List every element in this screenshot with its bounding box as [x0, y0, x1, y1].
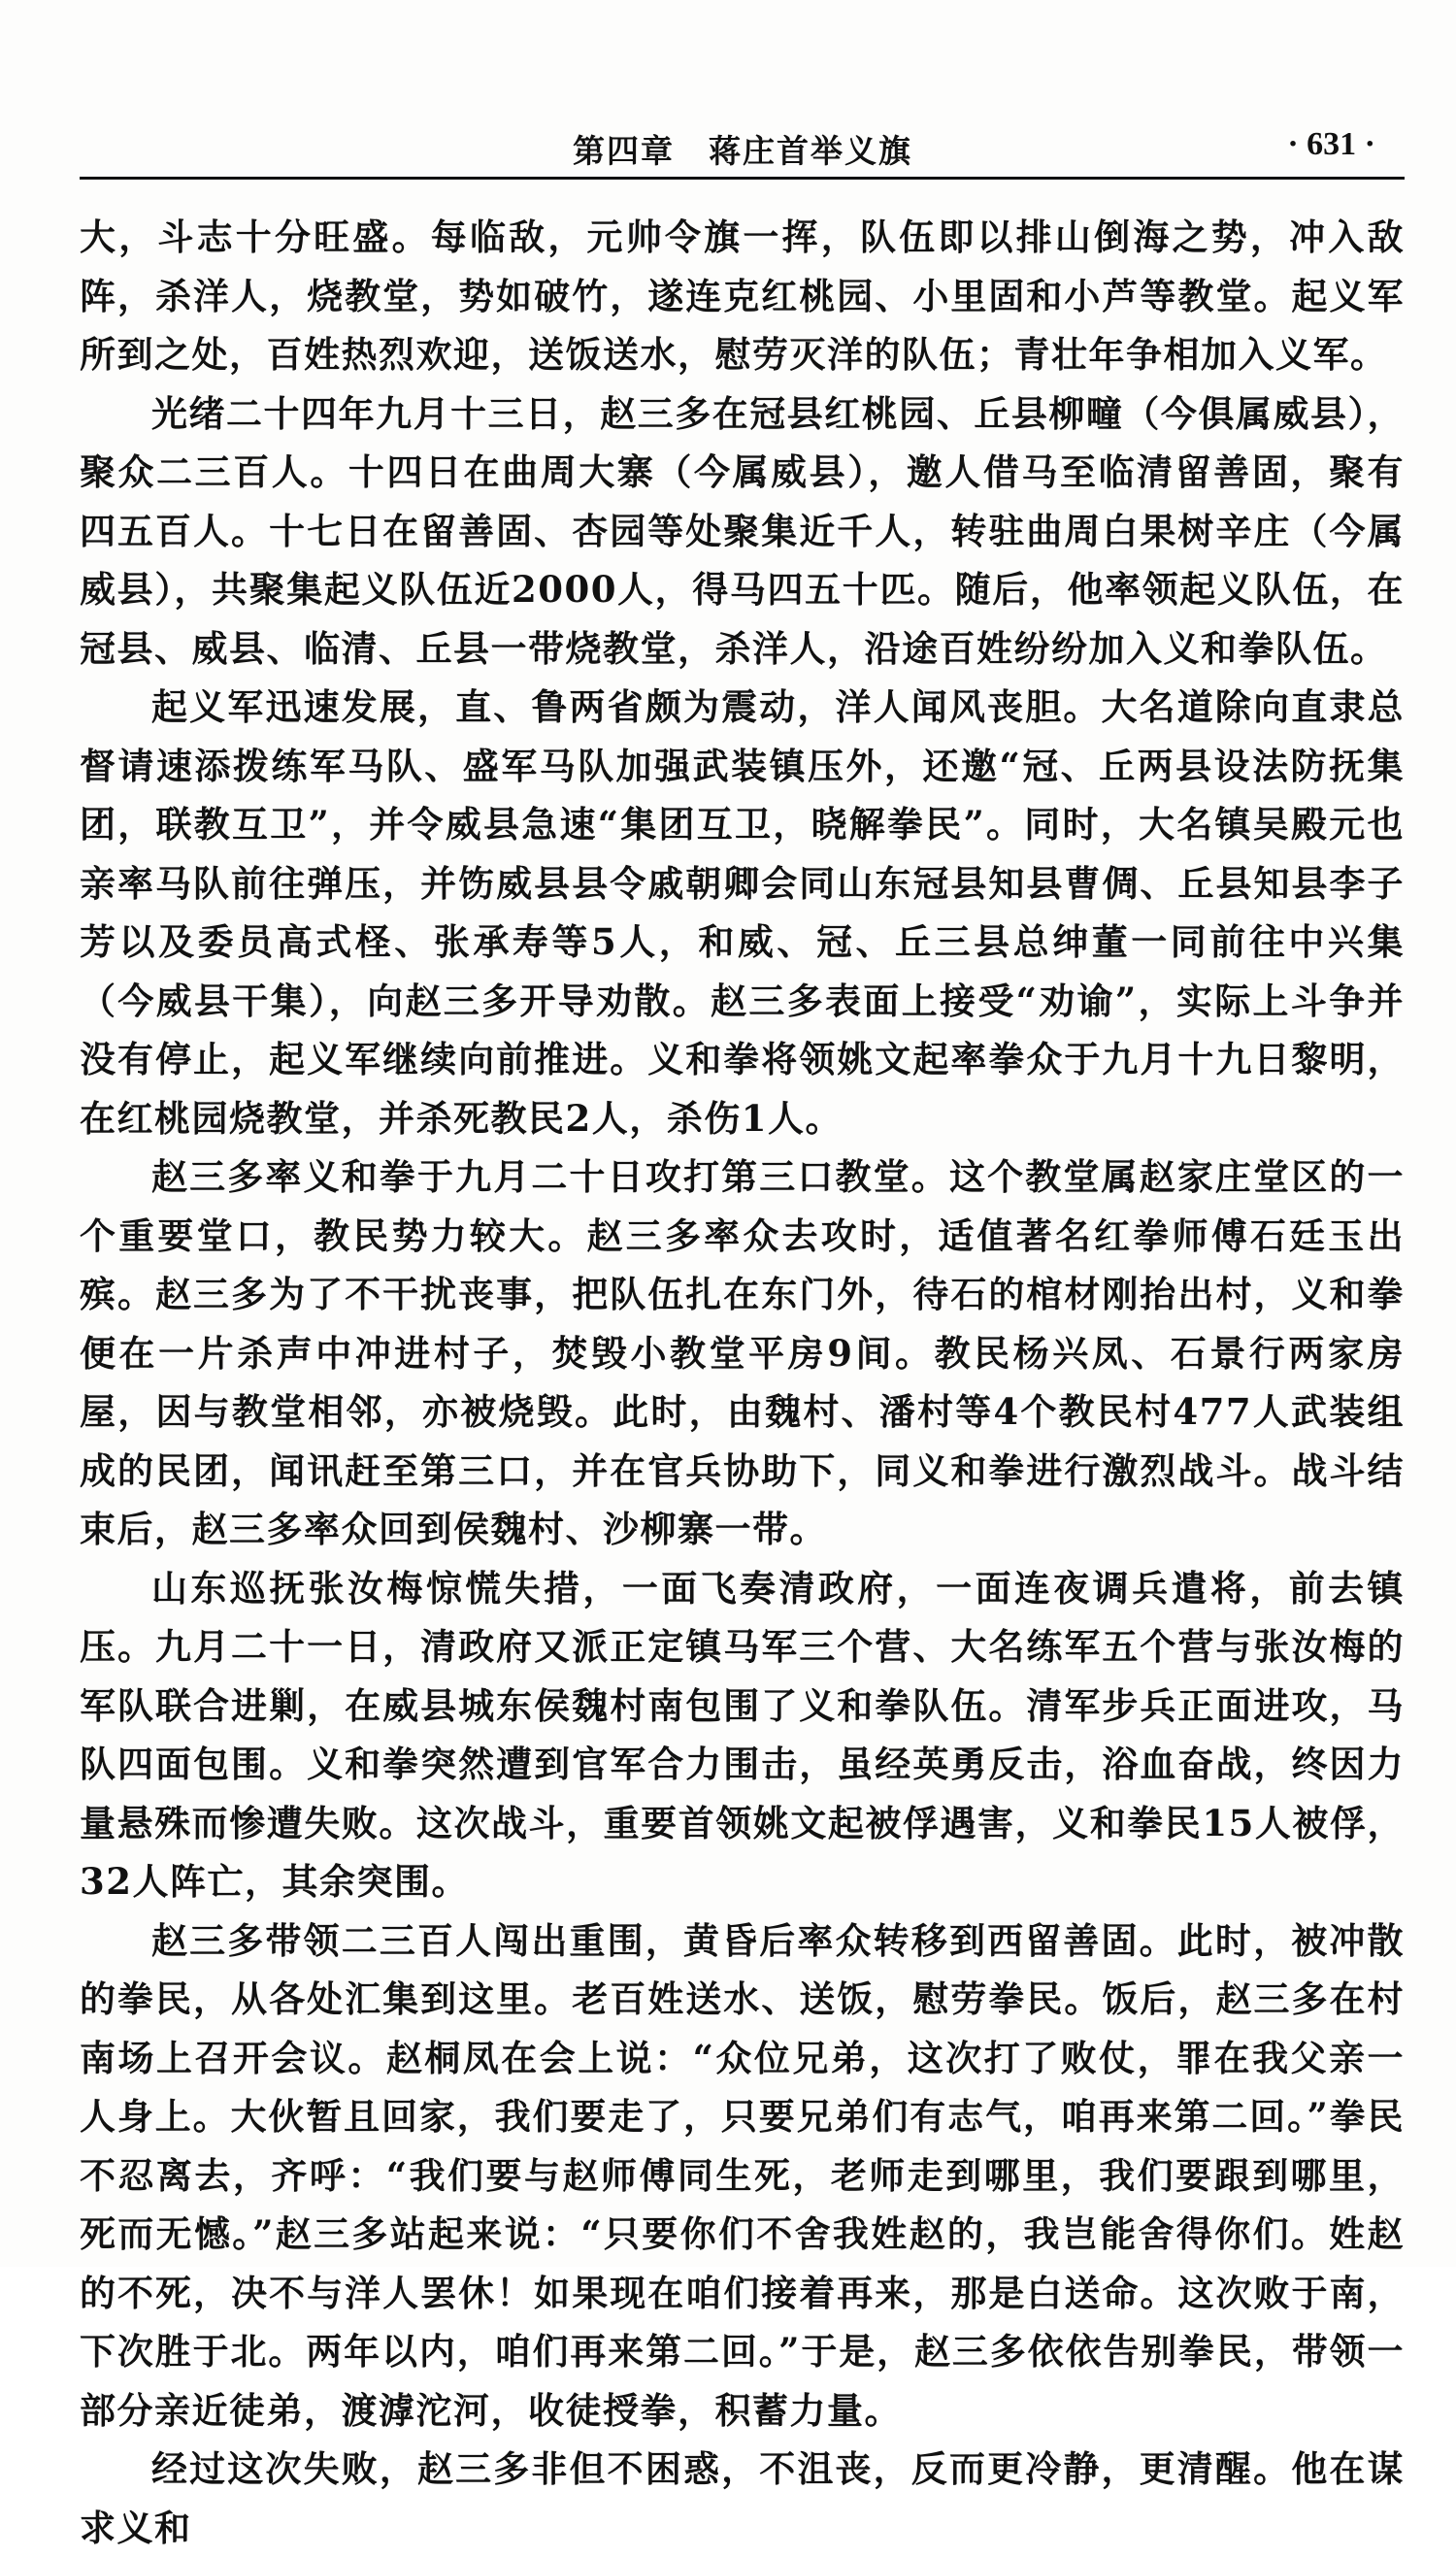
running-header: [80, 116, 1405, 180]
paragraph: 赵三多率义和拳于九月二十日攻打第三口教堂。这个教堂属赵家庄堂区的一个重要堂口，教民势力较大。赵三多率众去攻时，适值著名红拳师傅石廷玉出殡。赵三多为了不干扰丧事，把队伍扎在东门外，待石的棺材刚抬出村，义和拳便在一片杀声中冲进村子，焚毁小教堂平房9间。教民杨兴凤、石景行两家房屋，因与教堂相邻，亦被烧毁。此时，由魏村、潘村等4个教民村477人武装组成的民团，闻讯赶至第三口，并在官兵协助下，同义和拳进行激烈战斗。战斗结束后，赵三多率众回到侯魏村、沙柳寨一带。: [80, 1155, 1405, 1550]
body-text: [80, 208, 1405, 2557]
paragraph-continued: 大，斗志十分旺盛。每临敌，元帅令旗一挥，队伍即以排山倒海之势，冲入敌阵，杀洋人，烧教堂，势如破竹，遂连克红桃园、小里固和小芦等教堂。起义军所到之处，百姓热烈欢迎，送饭送水，慰劳灭洋的队伍；青壮年争相加入义军。: [80, 216, 1405, 376]
paragraph: 光绪二十四年九月十三日，赵三多在冠县红桃园、丘县柳疃（今俱属威县），聚众二三百人。十四日在曲周大寨（今属威县），邀人借马至临清留善固，聚有四五百人。十七日在留善固、杏园等处聚集近千人，转驻曲周白果树辛庄（今属威县），共聚集起义队伍近2000人，得马四五十匹。随后，他率领起义队伍，在冠县、威县、临清、丘县一带烧教堂，杀洋人，沿途百姓纷纷加入义和拳队伍。: [80, 391, 1405, 670]
paragraph: 山东巡抚张汝梅惊慌失措，一面飞奏清政府，一面连夜调兵遣将，前去镇压。九月二十一日，清政府又派正定镇马军三个营、大名练军五个营与张汝梅的军队联合进剿，在威县城东侯魏村南包围了义和拳队伍。清军步兵正面进攻，马队四面包围。义和拳突然遭到官军合力围击，虽经英勇反击，浴血奋战，终因力量悬殊而惨遭失败。这次战斗，重要首领姚文起被俘遇害，义和拳民15人被俘，32人阵亡，其余突围。: [80, 1566, 1405, 1903]
paragraph: 赵三多带领二三百人闯出重围，黄昏后率众转移到西留善固。此时，被冲散的拳民，从各处汇集到这里。老百姓送水、送饭，慰劳拳民。饭后，赵三多在村南场上召开会议。赵桐凤在会上说：“众位兄弟，这次打了败仗，罪在我父亲一人身上。大伙暂且回家，我们要走了，只要兄弟们有志气，咱再来第二回。”拳民不忍离去，齐呼：“我们要与赵师傅同生死，老师走到哪里，我们要跟到哪里，死而无憾。”赵三多站起来说：“只要你们不舍我姓赵的，我岂能舍得你们。姓赵的不死，决不与洋人罢休！如果现在咱们接着再来，那是白送命。这次败于南，下次胜于北。两年以内，咱们再来第二回。”于是，赵三多依依告别拳民，带领一部分亲近徒弟，渡滹沱河，收徒授拳，积蓄力量。: [80, 1918, 1405, 2432]
page-number: · 631 ·: [1287, 126, 1375, 162]
chapter-title: 第四章 蒋庄首举义旗: [573, 132, 912, 170]
paragraph: 起义军迅速发展，直、鲁两省颇为震动，洋人闻风丧胆。大名道除向直隶总督请速添拨练军马队、盛军马队加强武装镇压外，还邀“冠、丘两县设法防抚集团，联教互卫”，并令威县急速“集团互卫，晓解拳民”。同时，大名镇吴殿元也亲率马队前往弹压，并饬威县县令戚朝卿会同山东冠县知县曹倜、丘县知县李子芳以及委员高式柽、张承寿等5人，和威、冠、丘三县总绅董一同前往中兴集（今威县干集），向赵三多开导劝散。赵三多表面上接受“劝谕”，实际上斗争并没有停止，起义军继续向前推进。义和拳将领姚文起率拳众于九月十九日黎明，在红桃园烧教堂，并杀死教民2人，杀伤1人。: [80, 685, 1405, 1140]
paragraph: 经过这次失败，赵三多非但不困惑，不沮丧，反而更冷静，更清醒。他在谋求义和: [80, 2447, 1405, 2549]
